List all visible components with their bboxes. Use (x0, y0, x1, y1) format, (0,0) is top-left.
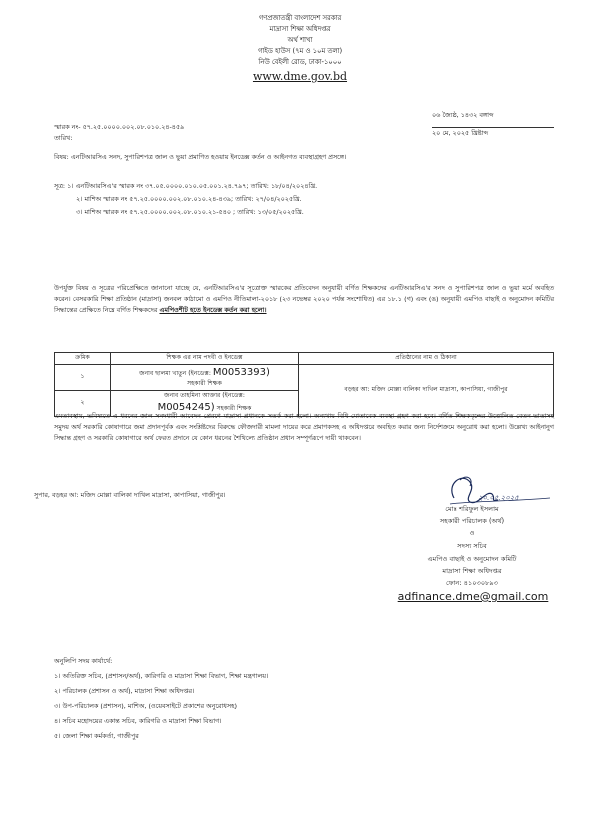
source-item: সূত্র: ১। এনটিআরসিএ'র স্মারক নং ৩৭.০৫.০০০০.০১০.০৫.০০১.২৪.৭৯৭; তারিখ: ১৮/০৪/২০২৪খ্রি. (54, 182, 318, 190)
gov-title: গণপ্রজাতন্ত্রী বাংলাদেশ সরকার (258, 14, 342, 22)
signatory-name: মোঃ শরিফুল ইসলাম (445, 505, 499, 513)
address-line-2: নিউ বেইলী রোড, ঢাকা-১০০০ (258, 58, 342, 66)
copy-item: ১। অতিরিক্ত সচিব, (প্রশাসন/অর্থ), কারিগরি ও মাদ্রাসা শিক্ষা বিভাগ, শিক্ষা মন্ত্রণালয়। (54, 672, 269, 680)
copy-item: ৫। জেলা শিক্ষা কর্মকর্তা, গাজীপুর (54, 732, 139, 740)
row-institution: বড়হর আ: মজিদ মোল্লা বালিকা দাখিল মাদ্রাসা, কাপাসিয়া, গাজীপুর (299, 364, 554, 417)
row-serial: ২ (55, 391, 111, 417)
email-link[interactable]: adfinance.dme@gmail.com (397, 590, 549, 603)
section-name: অর্থ শাখা (287, 36, 313, 44)
committee-name: এমপিও বাছাই ও অনুমোদন কমিটি (427, 555, 517, 563)
copy-item: ৩। উপ-পরিচালক (প্রশাসন), মাশিঅ, (ওয়েবসাইটে প্রকাশের অনুরোধসহ) (54, 702, 237, 710)
row-teacher (111, 364, 299, 390)
subject-line: বিষয়: এনটিআরসিএ সনদ, সুপারিশপত্র জাল ও ভুয়া প্রমাণিত হওয়ায় ইনডেক্স কর্তন ও আইনগত ব্যবস্থাগ্রহণ প্রসঙ্গে। (54, 153, 347, 161)
teacher-index: M0053393) (212, 366, 270, 378)
table-header-row (55, 353, 554, 365)
website-link[interactable]: www.dme.gov.bd (252, 70, 348, 83)
date-bangla: ০৬ জ্যৈষ্ঠ, ১৪৩২ বঙ্গাব্দ (432, 111, 494, 119)
row-serial: ১ (55, 364, 111, 390)
memo-reference: স্মারক নং- ৫৭.২৫.০০০০.০০২.০৮.০১০.২৪-৪৫৯ (54, 123, 185, 131)
office-name: মাদ্রাসা শিক্ষা অধিদপ্তর (442, 567, 502, 575)
copy-item: ৪। সচিব মহোদয়ের একান্ত সচিব, কারিগরি ও মাদ্রাসা শিক্ষা বিভাগ। (54, 717, 222, 725)
teacher-index: M0054245) (157, 401, 215, 413)
teacher-name: জনাব তাহমিনা আক্তার (ইনডেক্স: (164, 392, 245, 400)
signature-date: ২০.০৫.২০২৫ (478, 494, 519, 502)
table-header-serial: ক্রমিক (55, 353, 111, 365)
date-gregorian: ২০ মে, ২০২৫ খ্রিষ্টাব্দ (432, 129, 488, 137)
memo-date-label: তারিখ: (54, 134, 73, 142)
phone-number: ফোন: ৪১০৩০৮৯৩ (446, 579, 498, 587)
date-divider (432, 127, 554, 128)
signatory-role: সদস্য সচিব (457, 542, 487, 550)
address-line-1: গাইড হাউস (৭ম ও ১০ম তলা) (257, 47, 343, 55)
copy-item: ২। পরিচালক (প্রশাসন ও অর্থ), মাদ্রাসা শিক্ষা অধিদপ্তর। (54, 687, 195, 695)
copies-heading: অনুলিপি সদয় কার্যার্থে: (54, 657, 113, 665)
teacher-name: জনাব ছালমা খাতুন (ইনডেক্স: (139, 369, 211, 377)
body-paragraph-1 (54, 283, 554, 316)
body-paragraph-1-text: উপর্যুক্ত বিষয় ও সূত্রের পরিপ্রেক্ষিতে জানানো যাচ্ছে যে, এনটিআরসিএ'র সূত্রোক্ত স্মারকের প্রতিবেদন অনুযায়ী বর্ণিত শিক্ষকদের এনটিআরসিএ'র সনদ ও সুপারিশপত্র জাল ও ভুয়া মর্মে অবহিত করেন। বেসরকারি শিক্ষা প্রতিষ্ঠান (মাদ্রাসা) জনবল কাঠামো ও এমপিও নীতিমালা-২০১৮ (২৩ নভেম্বর ২০২০ পর্যন্ত সংশোধিত) এর ১৮.১ (গ) এবং (ঙ) অনুযায়ী এমপিও বাছাই ও অনুমোদন কমিটির সিদ্ধান্তের প্রেক্ষিতে নিম্নে বর্ণিত শিক্ষকদের (54, 284, 554, 315)
source-item: ২। মাশিঅ স্মারক নং ৫৭.২৫.০০০০.০০২.০৮.০১০.২৪-৪৩৯; তারিখ: ২৭/০৪/২০২৫খ্রি. (76, 195, 302, 203)
table-header-teacher: শিক্ষক এর নাম পদবী ও ইনডেক্স (111, 353, 299, 365)
recipient: সুপার, বড়হর আ: মজিদ মোল্লা বালিকা দাখিল মাদ্রাসা, কাপাসিয়া, গাজীপুর। (34, 491, 226, 499)
table-row (55, 364, 554, 390)
table-header-institution: প্রতিষ্ঠানের নাম ও ঠিকানা (299, 353, 554, 365)
signatory-and: ও (469, 529, 475, 537)
source-item: ৩। মাশিঅ স্মারক নং ৫৭.২৫.০০০০.০০২.০৮.০১০.২১-৫৪০ ; তারিখ: ১৩/০৫/২০২৫খ্রি. (76, 208, 304, 216)
dept-name: মাদ্রাসা শিক্ষা অধিদপ্তর (269, 25, 331, 33)
index-cut-statement: এমপিওশীট হতে ইনডেক্স কর্তন করা হলো। (159, 306, 267, 315)
teacher-table (54, 352, 554, 417)
teacher-post: সহকারী শিক্ষক (216, 404, 252, 412)
teacher-post: সহকারী শিক্ষক (187, 380, 222, 388)
body-paragraph-2: এমতাবস্থায়, ভবিষ্যতে এ ধরনের জাল সনদধারী আবেদন প্রেরণে মাদ্রাসা প্রধানকে সতর্ক করা হলো। অন্যথায় বিধি মোতাবেক ব্যবস্থা গ্রহণ করা হবে। বর্ণিত শিক্ষকবৃন্দের উত্তোলিত বেতন-ভাতাসহ সমুদয় অর্থ সরকারি কোষাগারে জমা প্রদানপূর্বক এবং সংশ্লিষ্টদের বিরুদ্ধে ফৌজদারী মামলা দায়ের করে প্রমাণকসহ এ অধিদপ্তরে অবহিত করার জন্য নির্দেশক্রমে অনুরোধ করা হলো। উল্লেখ্য আইনানুগ সিদ্ধান্ত গ্রহণ ও সরকারি কোষাগারে অর্থ ফেরত প্রদানে যে কোন ধরনের শৈথিল্যে প্রতিষ্ঠান প্রধান সম্পূর্ণরূপে দায়ী থাকবেন। (54, 412, 554, 443)
signatory-designation: সহকারী পরিচালক (অর্থ) (439, 517, 505, 525)
